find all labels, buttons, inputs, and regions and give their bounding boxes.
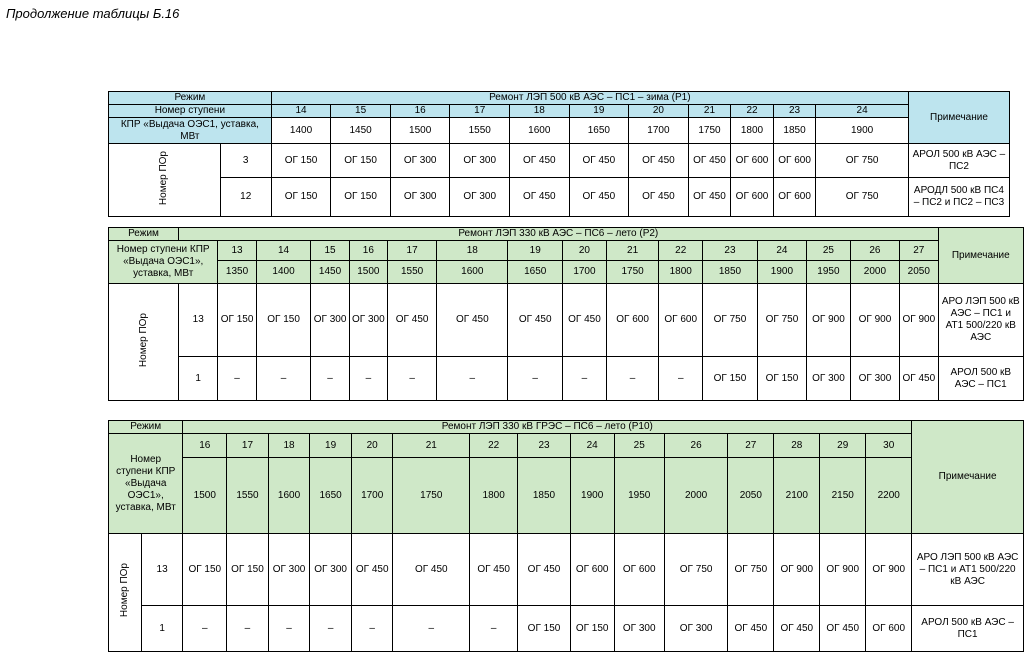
note-cell: АРОЛ 500 кВ АЭС – ПС1 — [938, 357, 1023, 401]
ustavka-cell: 1800 — [731, 118, 774, 144]
stage-cell: 16 — [183, 434, 227, 458]
stage-cell: 23 — [518, 434, 571, 458]
data-cell: ОГ 600 — [731, 178, 774, 217]
stage-cell: 26 — [664, 434, 727, 458]
data-cell: ОГ 150 — [256, 284, 311, 357]
stage-label: Номер ступени — [109, 105, 272, 118]
data-cell: ОГ 450 — [437, 284, 508, 357]
data-cell: ОГ 300 — [349, 284, 387, 357]
stage-cell: 16 — [390, 105, 450, 118]
stage-cell: 25 — [807, 241, 851, 261]
table-r1 — [108, 91, 1010, 217]
ustavka-cell: 1750 — [393, 458, 470, 534]
data-cell: ОГ 750 — [816, 144, 909, 178]
ustavka-cell: 2050 — [900, 261, 939, 284]
note-cell: АРО ЛЭП 500 кВ АЭС – ПС1 и АТ1 500/220 кВ АЭС — [938, 284, 1023, 357]
stage-label: Номер ступени КПР «Выдача ОЭС1», уставка, МВт — [109, 241, 218, 284]
data-cell: ОГ 450 — [510, 144, 570, 178]
ustavka-cell: 1900 — [816, 118, 909, 144]
data-cell: ОГ 600 — [866, 606, 912, 652]
data-cell: ОГ 150 — [518, 606, 571, 652]
por-number: 13 — [179, 284, 218, 357]
data-cell: ОГ 300 — [390, 178, 450, 217]
data-cell: – — [563, 357, 607, 401]
ustavka-cell: 1750 — [688, 118, 731, 144]
stage-cell: 17 — [227, 434, 269, 458]
data-cell: ОГ 450 — [351, 534, 393, 606]
data-cell: ОГ 300 — [614, 606, 664, 652]
table-r2 — [108, 227, 1024, 401]
ustavka-cell: 1500 — [390, 118, 450, 144]
data-cell: ОГ 900 — [820, 534, 866, 606]
ustavka-cell: 1650 — [569, 118, 629, 144]
data-cell: ОГ 150 — [703, 357, 758, 401]
data-cell: ОГ 600 — [773, 144, 816, 178]
mode-title: Ремонт ЛЭП 500 кВ АЭС – ПС1 – зима (Р1) — [271, 92, 908, 105]
data-cell: ОГ 150 — [227, 534, 269, 606]
stage-cell: 24 — [570, 434, 614, 458]
ustavka-cell: 1500 — [349, 261, 387, 284]
ustavka-cell: 1700 — [629, 118, 689, 144]
data-cell: – — [256, 357, 311, 401]
stage-cell: 24 — [816, 105, 909, 118]
data-cell: ОГ 900 — [850, 284, 899, 357]
stage-cell: 18 — [268, 434, 310, 458]
data-cell: ОГ 450 — [563, 284, 607, 357]
data-cell: – — [470, 606, 518, 652]
note-header: Примечание — [938, 228, 1023, 284]
stage-cell: 22 — [659, 241, 703, 261]
stage-cell: 18 — [437, 241, 508, 261]
stage-cell: 19 — [569, 105, 629, 118]
stage-cell: 13 — [218, 241, 256, 261]
stage-cell: 26 — [850, 241, 899, 261]
data-cell: ОГ 450 — [629, 144, 689, 178]
data-cell: ОГ 300 — [664, 606, 727, 652]
data-cell: ОГ 600 — [773, 178, 816, 217]
ustavka-cell: 1600 — [268, 458, 310, 534]
data-cell: ОГ 450 — [569, 144, 629, 178]
data-cell: ОГ 750 — [703, 284, 758, 357]
mode-label: Режим — [109, 92, 272, 105]
data-cell: ОГ 450 — [569, 178, 629, 217]
mode-title: Ремонт ЛЭП 330 кВ ГРЭС – ПС6 – лето (Р10) — [183, 421, 912, 434]
data-cell: ОГ 750 — [728, 534, 774, 606]
data-cell: – — [349, 357, 387, 401]
stage-cell: 14 — [271, 105, 331, 118]
stage-cell: 22 — [470, 434, 518, 458]
stage-cell: 30 — [866, 434, 912, 458]
stage-cell: 17 — [388, 241, 437, 261]
data-cell: ОГ 750 — [816, 178, 909, 217]
stage-cell: 28 — [774, 434, 820, 458]
data-cell: ОГ 150 — [331, 178, 391, 217]
mode-title: Ремонт ЛЭП 330 кВ АЭС – ПС6 – лето (Р2) — [179, 228, 939, 241]
ustavka-cell: 1950 — [614, 458, 664, 534]
note-header: Примечание — [908, 92, 1009, 144]
data-cell: – — [268, 606, 310, 652]
stage-cell: 19 — [310, 434, 352, 458]
stage-cell: 23 — [703, 241, 758, 261]
data-cell: ОГ 750 — [664, 534, 727, 606]
stage-cell: 14 — [256, 241, 311, 261]
stage-cell: 17 — [450, 105, 510, 118]
por-label: Номер ПОр — [109, 144, 221, 217]
ustavka-cell: 1650 — [310, 458, 352, 534]
data-cell: ОГ 600 — [606, 284, 659, 357]
note-cell: АРОДЛ 500 кВ ПС4 – ПС2 и ПС2 – ПС3 — [908, 178, 1009, 217]
data-cell: ОГ 750 — [757, 284, 806, 357]
ustavka-cell: 1400 — [256, 261, 311, 284]
data-cell: ОГ 300 — [311, 284, 349, 357]
note-cell: АРОЛ 500 кВ АЭС – ПС1 — [912, 606, 1024, 652]
stage-cell: 21 — [393, 434, 470, 458]
note-cell: АРО ЛЭП 500 кВ АЭС – ПС1 и АТ1 500/220 кВ АЭС — [912, 534, 1024, 606]
data-cell: ОГ 150 — [757, 357, 806, 401]
data-cell: – — [227, 606, 269, 652]
ustavka-cell: 2000 — [664, 458, 727, 534]
stage-cell: 20 — [351, 434, 393, 458]
stage-cell: 20 — [563, 241, 607, 261]
ustavka-cell: 1550 — [450, 118, 510, 144]
ustavka-cell: 1650 — [508, 261, 563, 284]
data-cell: – — [606, 357, 659, 401]
ustavka-cell: 2050 — [728, 458, 774, 534]
data-cell: ОГ 150 — [271, 144, 331, 178]
ustavka-cell: 1350 — [218, 261, 256, 284]
note-header: Примечание — [912, 421, 1024, 534]
ustavka-cell: 2200 — [866, 458, 912, 534]
data-cell: ОГ 450 — [629, 178, 689, 217]
ustavka-cell: 1850 — [703, 261, 758, 284]
ustavka-cell: 1800 — [470, 458, 518, 534]
stage-cell: 27 — [728, 434, 774, 458]
data-cell: ОГ 150 — [570, 606, 614, 652]
data-cell: ОГ 600 — [614, 534, 664, 606]
stage-cell: 16 — [349, 241, 387, 261]
ustavka-cell: 1400 — [271, 118, 331, 144]
por-number: 1 — [179, 357, 218, 401]
stage-cell: 24 — [757, 241, 806, 261]
data-cell: ОГ 600 — [731, 144, 774, 178]
data-cell: – — [437, 357, 508, 401]
ustavka-cell: 2000 — [850, 261, 899, 284]
stage-cell: 18 — [510, 105, 570, 118]
stage-cell: 23 — [773, 105, 816, 118]
stage-cell: 22 — [731, 105, 774, 118]
data-cell: – — [659, 357, 703, 401]
data-cell: ОГ 450 — [508, 284, 563, 357]
data-cell: ОГ 900 — [774, 534, 820, 606]
data-cell: ОГ 450 — [820, 606, 866, 652]
data-cell: ОГ 900 — [807, 284, 851, 357]
stage-cell: 15 — [331, 105, 391, 118]
data-cell: ОГ 450 — [518, 534, 571, 606]
ustavka-cell: 1450 — [311, 261, 349, 284]
data-cell: ОГ 150 — [271, 178, 331, 217]
data-cell: – — [310, 606, 352, 652]
ustavka-cell: 1550 — [227, 458, 269, 534]
data-cell: ОГ 450 — [393, 534, 470, 606]
ustavka-cell: 1500 — [183, 458, 227, 534]
ustavka-cell: 1900 — [757, 261, 806, 284]
stage-cell: 19 — [508, 241, 563, 261]
data-cell: ОГ 450 — [774, 606, 820, 652]
data-cell: ОГ 450 — [470, 534, 518, 606]
stage-cell: 21 — [606, 241, 659, 261]
data-cell: ОГ 150 — [183, 534, 227, 606]
por-label: Номер ПОр — [109, 534, 142, 652]
data-cell: ОГ 450 — [688, 178, 731, 217]
ustavka-cell: 1450 — [331, 118, 391, 144]
mode-label: Режим — [109, 228, 179, 241]
ustavka-cell: 1850 — [773, 118, 816, 144]
ustavka-cell: 1750 — [606, 261, 659, 284]
data-cell: ОГ 450 — [510, 178, 570, 217]
ustavka-label: КПР «Выдача ОЭС1, уставка, МВт — [109, 118, 272, 144]
stage-cell: 21 — [688, 105, 731, 118]
data-cell: ОГ 600 — [659, 284, 703, 357]
stage-cell: 15 — [311, 241, 349, 261]
data-cell: ОГ 900 — [900, 284, 939, 357]
data-cell: ОГ 150 — [331, 144, 391, 178]
data-cell: ОГ 900 — [866, 534, 912, 606]
data-cell: – — [311, 357, 349, 401]
data-cell: ОГ 300 — [310, 534, 352, 606]
stage-cell: 27 — [900, 241, 939, 261]
stage-label: Номер ступени КПР «Выдача ОЭС1», уставка, МВт — [109, 434, 183, 534]
mode-label: Режим — [109, 421, 183, 434]
data-cell: ОГ 300 — [450, 144, 510, 178]
ustavka-cell: 1700 — [351, 458, 393, 534]
ustavka-cell: 2150 — [820, 458, 866, 534]
por-number: 13 — [141, 534, 183, 606]
data-cell: – — [351, 606, 393, 652]
por-label: Номер ПОр — [109, 284, 179, 401]
data-cell: – — [218, 357, 256, 401]
por-number: 1 — [141, 606, 183, 652]
data-cell: ОГ 300 — [268, 534, 310, 606]
data-cell: ОГ 450 — [388, 284, 437, 357]
data-cell: ОГ 300 — [807, 357, 851, 401]
caption: Продолжение таблицы Б.16 — [6, 6, 180, 21]
data-cell: ОГ 300 — [390, 144, 450, 178]
data-cell: ОГ 450 — [688, 144, 731, 178]
data-cell: ОГ 600 — [570, 534, 614, 606]
ustavka-cell: 1600 — [510, 118, 570, 144]
ustavka-cell: 1600 — [437, 261, 508, 284]
data-cell: ОГ 450 — [728, 606, 774, 652]
ustavka-cell: 1550 — [388, 261, 437, 284]
por-number: 3 — [220, 144, 271, 178]
ustavka-cell: 2100 — [774, 458, 820, 534]
ustavka-cell: 1900 — [570, 458, 614, 534]
ustavka-cell: 1950 — [807, 261, 851, 284]
stage-cell: 25 — [614, 434, 664, 458]
stage-cell: 20 — [629, 105, 689, 118]
stage-cell: 29 — [820, 434, 866, 458]
ustavka-cell: 1850 — [518, 458, 571, 534]
data-cell: – — [183, 606, 227, 652]
data-cell: ОГ 150 — [218, 284, 256, 357]
ustavka-cell: 1800 — [659, 261, 703, 284]
ustavka-cell: 1700 — [563, 261, 607, 284]
data-cell: ОГ 300 — [450, 178, 510, 217]
data-cell: ОГ 300 — [850, 357, 899, 401]
data-cell: – — [508, 357, 563, 401]
data-cell: ОГ 450 — [900, 357, 939, 401]
data-cell: – — [393, 606, 470, 652]
por-number: 12 — [220, 178, 271, 217]
data-cell: – — [388, 357, 437, 401]
note-cell: АРОЛ 500 кВ АЭС – ПС2 — [908, 144, 1009, 178]
table-r10 — [108, 420, 1024, 652]
